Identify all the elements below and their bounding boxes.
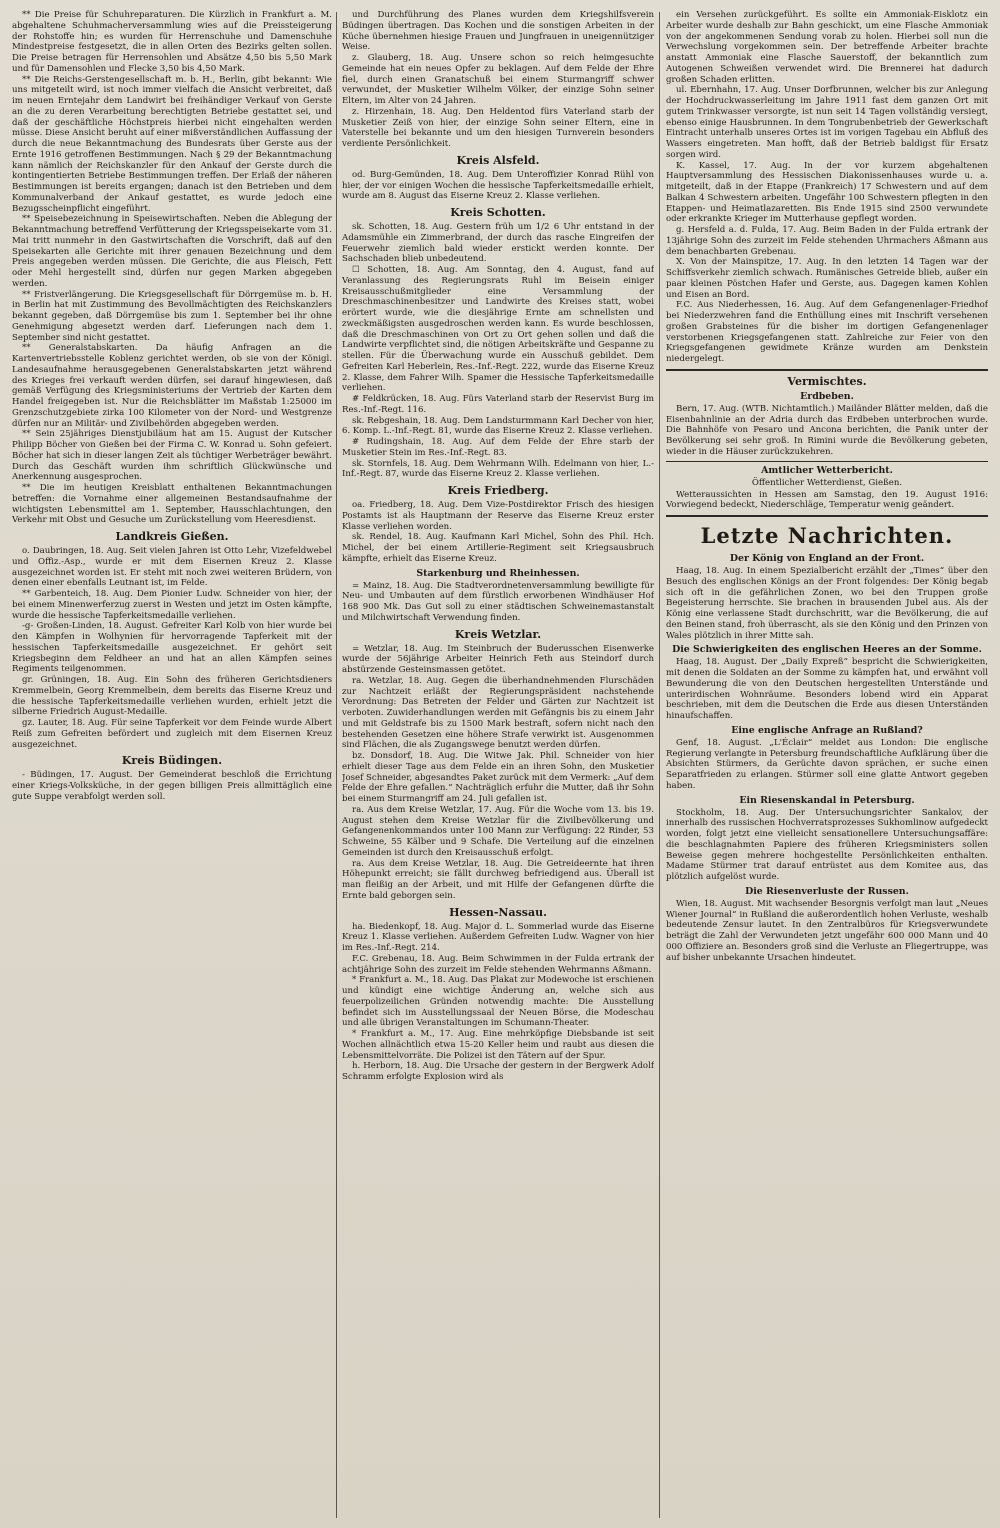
article-ebernhahn: ul. Ebernhahn, 17. Aug. Unser Dorfbrunnen, welcher bis zur Anlegung der Hochdruckwasserleitung im Jahre 1911 fast dem ganzen Ort mit gutem Trinkwasser versorgte, ist nun seit 14 Tagen vollständig versiegt, ebenso einige Hausbrunnen. In dem Tongrubenbetrieb der Gewerkschaft Eintracht unterhalb unseres Ortes ist im vorigen Tagebau ein Abfluß des Wassers eingetreten. Man hofft, daß der Betrieb baldigst für Ersatz sorgen wird. — [666, 85, 988, 160]
section-heading-kreis-alsfeld: Kreis Alsfeld. — [456, 153, 540, 167]
section-heading-kreis-buedingen: Kreis Büdingen. — [121, 754, 223, 768]
headline-letzte-nachrichten: Letzte Nachrichten. — [700, 523, 954, 548]
article-rebgeshain: sk. Rebgeshain, 18. Aug. Dem Landsturmmann Karl Decher von hier, 6. Komp. L.-Inf.-Regt. 81, wurde das Eiserne Kreuz 2. Klasse verliehen. — [342, 415, 654, 437]
section-heading-wetterbericht: Amtlicher Wetterbericht. — [761, 464, 893, 476]
article-kassel: K. Kassel, 17. Aug. In der vor kurzem abgehaltenen Hauptversammlung des Hessischen Diakonissenhauses wurde u. a. mitgeteilt, daß in der Etappe (Frankreich) 17 Schwestern und auf dem Balkan 4 Schwestern arbeiten. Ungefähr 100 Schwestern pflegten in den Etappen- und Heimatlazaretten. Bis Ende 1915 sind 2500 verwundete oder erkrankte Krieger im Mutterhause gepflegt worden. — [666, 160, 988, 225]
article-mainspitze: X. Von der Mainspitze, 17. Aug. In den letzten 14 Tagen war der Schiffsverkehr ziemlich schwach. Rumänisches Getreide blieb, außer ein paar kleinen Pöstchen Hafer und Gerste, aus. Dagegen kamen Kohlen und Eisen an Bord. — [666, 257, 988, 300]
article-feldkruecken: # Feldkrücken, 18. Aug. Fürs Vaterland starb der Reservist Burg im Res.-Inf.-Regt. 116. — [342, 394, 654, 415]
section-divider — [666, 369, 988, 371]
article-reichs-gerstengesellschaft: ** Die Reichs-Gerstengesellschaft m. b. H., Berlin, gibt bekannt: Wie uns mitgeteilt wird, ist noch immer vielfach die Ansicht verbreitet, daß im neuen Erntejahr dem Landwirt bei freihändiger Verkauf von Gerste an die zu deren Verarbeitung berechtigten Betriebe gestattet sei, und daß der geschäftliche Höchstpreis hierbei nicht eingehalten werden müsse. Diese Ansicht beruht auf einer mißverständlichen Auffassung der durch die neue Bekanntmachung des Bundesrats über Gerste aus der Ernte 1916 getroffenen Bestimmungen. Nach § 29 der Bekanntmachung kann nämlich der Reichskanzler für den Ankauf der Gerste durch die kontingentierten Betriebe Bestimmungen treffen. Der Erlaß der näheren Bestimmungen ist bereits ergangen; danach ist den Betrieben und dem Kommunalverband der Ankauf gestattet, es wurde jedoch eine Bezugsscheinpflicht eingeführt. — [12, 74, 332, 214]
subheading-wetterdienst: Öffentlicher Wetterdienst, Gießen. — [751, 477, 903, 488]
article-herborn-cont: ein Versehen zurückgeführt. Es sollte ein Ammoniak-Eisklotz ein Arbeiter wurde deshalb zur Bahn geschickt, um eine Flasche Ammoniak von der angekommenen Sendung vorab zu holen. Hierbei soll nun die Verwechslung vorgekommen sein. Der betreffende Arbeiter brachte anstatt Ammoniak eine Flasche Sauerstoff, der bekanntlich zum Autogenen Schweißen verwendet wird. Die Brennerei hat dadurch großen Schaden erlitten. — [666, 10, 988, 85]
section-heading-vermischtes: Vermischtes. — [787, 374, 867, 388]
section-heading-kreis-wetzlar: Kreis Wetzlar. — [454, 627, 542, 641]
article-wetzlar-fleisch: ra. Aus dem Kreise Wetzlar, 17. Aug. Für die Woche vom 13. bis 19. August stehen dem Kreise Wetzlar für die Zivilbevölkerung und Gefangenenkommandos unter 100 Mann zur Verfügung: 22 Rinder, 53 Schweine, 55 Kälber und 9 Schafe. Die Verteilung auf die einzelnen Gemeinden ist durch den Kreisausschuß erfolgt. — [342, 804, 654, 858]
subheading-anfrage-russland: Eine englische Anfrage an Rußland? — [731, 724, 923, 736]
article-schotten-brand: sk. Schotten, 18. Aug. Gestern früh um 1/2 6 Uhr entstand in der Adamsmühle ein Zimmerbrand, der durch das rasche Eingreifen der Feuerwehr ziemlich bald wieder erstickt werden konnte. Der Sachschaden blieb unbedeutend. — [342, 222, 654, 265]
article-friedberg: oa. Friedberg, 18. Aug. Dem Vize-Postdirektor Frisch des hiesigen Postamts ist als Hauptmann der Reserve das Eiserne Kreuz erster Klasse verliehen worden. — [342, 500, 654, 532]
column-middle — [342, 10, 654, 1520]
article-koenig-front: Haag, 18. Aug. In einem Spezialbericht erzählt der „Times“ über den Besuch des englischen Königs an der Front folgendes: Der König begab sich oft in die gefährlichen Zonen, wo bei den Truppen große Begeisterung herrschte. Sie brachen in brausenden Jubel aus. Als der König eine verlassene Stadt durchschritt, war die Bevölkerung, die auf den Beinen stand, froh überrascht, als sie den König und den Prinzen von Wales plötzlich in ihrer Mitte sah. — [666, 566, 988, 641]
article-wetzlar-flurschaeden: ra. Wetzlar, 18. Aug. Gegen die überhandnehmenden Flurschäden zur Nachtzeit erläßt der Regierungspräsident nachstehende Verordnung: Das Betreten der Felder und Gärten zur Nachtzeit ist verboten. Zuwiderhandlungen werden mit Gefängnis bis zu einem Jahr und mit Geldstrafe bis zu 1500 Mark bestraft, sofern nicht nach den bestehenden Gesetzen eine höhere Strafe verwirkt ist. Ausgenommen sind Flächen, die als Zugangswege benutzt werden dürfen. — [342, 675, 654, 751]
column-rule-2 — [659, 12, 660, 1518]
article-hersfeld: g. Hersfeld a. d. Fulda, 17. Aug. Beim Baden in der Fulda ertrank der 13jährige Sohn des zurzeit im Felde stehenden Uhrmachers Aßmann aus dem benachbarten Grebenau. — [666, 225, 988, 257]
article-wetzlar-ernte: ra. Aus dem Kreise Wetzlar, 18. Aug. Die Getreideernte hat ihren Höhepunkt erreicht; sie fällt durchweg befriedigend aus. Überall ist man fleißig an der Arbeit, und mit Hilfe der Gefangenen dürfte die Ernte bald geborgen sein. — [342, 858, 654, 901]
thin-divider — [666, 461, 988, 462]
column-rule-1 — [336, 12, 337, 1518]
subheading-riesenskandal: Ein Riesenskandal in Petersburg. — [739, 794, 915, 806]
article-anfrage-russland: Genf, 18. August. „L'Éclair“ meldet aus London: Die englische Regierung verlangte in Petersburg freundschaftliche Aufklärung über die Absichten Stürmers, da Gerüchte davon sprächen, er suche einen Separatfrieden zu erlangen. Stürmer soll eine glatte Antwort gegeben haben. — [666, 737, 988, 791]
article-wetter: Wetteraussichten in Hessen am Samstag, den 19. August 1916: Vorwiegend bedeckt, Niederschläge, Temperatur wenig geändert. — [666, 489, 988, 511]
article-erdbeben: Bern, 17. Aug. (WTB. Nichtamtlich.) Mailänder Blätter melden, daß die Eisenbahnlinie an der Adria durch das Erdbeben unterbrochen wurde. Die Bahnhöfe von Pesaro und Ancona berichten, die Panik unter der Bevölkerung sei sehr groß. In Rimini wurde die Bevölkerung gebeten, wieder in die Häuser zurückzukehren. — [666, 403, 988, 457]
article-dienstjubilaeum: ** Sein 25jähriges Dienstjubiläum hat am 15. August der Kutscher Philipp Böcher von Gießen bei der Firma C. W. Konrad u. Sohn gefeiert. Böcher hat sich in dieser langen Zeit als tüchtiger Werbeträger bewährt. Durch das Geschäft wurden ihm schriftlich Glückwünsche und Anerkennung ausgesprochen. — [12, 429, 332, 483]
article-grueningen: gr. Grüningen, 18. Aug. Ein Sohn des früheren Gerichtsdieners Kremmelbein, Georg Kremmelbein, dem bereits das Eiserne Kreuz und die hessische Tapferkeitsmedaille verliehen wurden, erhielt jetzt die silberne Friedrich August-Medaille. — [12, 675, 332, 718]
article-mainz: = Mainz, 18. Aug. Die Stadtverordnetenversammlung bewilligte für Neu- und Umbauten auf dem fürstlich erworbenen Windhäuser Hof 168 900 Mk. Das Gut soll zu einer städtischen Schweinemastanstalt und Milchwirtschaft Verwendung finden. — [342, 580, 654, 623]
article-glauberg: z. Glauberg, 18. Aug. Unsere schon so reich heimgesuchte Gemeinde hat ein neues Opfer zu beklagen. Auf dem Felde der Ehre fiel, durch einen Granatschuß bei einem Sturmangriff schwer verwundet, der Musketier Wilhelm Völker, der einzige Sohn seiner Eltern, im Alter von 24 Jahren. — [342, 53, 654, 106]
article-lauter: gz. Lauter, 18. Aug. Für seine Tapferkeit vor dem Feinde wurde Albert Reiß zum Gefreiten befördert und zugleich mit dem Eisernen Kreuz ausgezeichnet. — [12, 718, 332, 750]
article-rendel: sk. Rendel, 18. Aug. Kaufmann Karl Michel, Sohn des Phil. Hch. Michel, der bei einem Artillerie-Regiment seit Kriegsausbruch kämpfte, erhielt das Eiserne Kreuz. — [342, 532, 654, 564]
article-speisebezeichnung: ** Speisebezeichnung in Speisewirtschaften. Neben die Ablegung der Bekanntmachung betreffend Verfütterung der Kriegsspeisekarte vom 31. Mai tritt nunmehr in den Gastwirtschaften die Vorschrift, daß auf den Speisekarten alle Gerichte mit ihrer genauen Bezeichnung und dem Preis angegeben werden müssen. Die Gerichte, die aus Fleisch, Fett oder Mehl hergestellt sind, dürfen nur gegen Marken abgegeben werden. — [12, 214, 332, 289]
subheading-erdbeben: Erdbeben. — [800, 390, 854, 402]
article-schotten-versammlung: ☐ Schotten, 18. Aug. Am Sonntag, den 4. August, fand auf Veranlassung des Regierungsrats Ruhl im Beisein einiger Kreisausschußmitglieder eine Versammlung der Dreschmaschinenbesitzer und Landwirte des Kreises statt, wobei erörtert wurde, wie die diesjährige Ernte am schnellsten und zweckmäßigsten ausgedroschen werden kann. Es wurde beschlossen, daß die Dreschmaschinen von Ort zu Ort gehen sollen und daß die Landwirte verpflichtet sind, die nötigen Arbeitskräfte und Gespanne zu stellen. Für die Überwachung wurde ein Ausschuß gebildet. Dem Gefreiten Karl Heberlein, Res.-Inf.-Regt. 222, wurde das Eiserne Kreuz 2. Klasse, dem Fahrer Wilh. Spamer die Hessische Tapferkeitsmedaille verliehen. — [342, 265, 654, 394]
article-riesenverluste: Wien, 18. August. Mit wachsender Besorgnis verfolgt man laut „Neues Wiener Journal“ in Rußland die außerordentlich hohen Verluste, weshalb bedeutende Zensur lautet. In den Zentralbüros für Kriegsverwundete beträgt die Zahl der Verwundeten jetzt ungefähr 600 000 Mann und 40 000 Offiziere an. Besonders groß sind die Verluste an Fliegertruppe, was auf bisher unbekannte Ursachen hindeutet. — [666, 898, 988, 963]
article-donsdorf: bz. Donsdorf, 18. Aug. Die Witwe Jak. Phil. Schneider von hier erhielt dieser Tage aus dem Felde ein an ihren Sohn, den Musketier Josef Schneider, abgesandtes Paket zurück mit dem Vermerk: „Auf dem Felde der Ehre gefallen.“ Nachträglich erfuhr die Mutter, daß ihr Sohn bei einem Sturmangriff am 24. Juli gefallen ist. — [342, 751, 654, 804]
column-left — [12, 10, 332, 1520]
article-somme: Haag, 18. August. Der „Daily Expreß“ bespricht die Schwierigkeiten, mit denen die Soldaten an der Somme zu kämpfen hat, und erwähnt voll Bewunderung die von den Deutschen hergestellten Unterstände und unterirdischen Wohnräume. Besonders lobend wird ein Apparat beschrieben, mit dem die Deutschen die Erde aus diesen Unterständen hinaufschaffen. — [666, 657, 988, 721]
article-niederhessen: F.C. Aus Niederhessen, 16. Aug. Auf dem Gefangenenlager-Friedhof bei Niederzwehren fand die Enthüllung eines mit Inschrift versehenen großen Grabsteines für die bisher im dortigen Gefangenenlager verstorbenen Kriegsgefangenen statt. Zahlreiche zur Feier von den Kriegsgefangenen gewidmete Kränze wurden am Denkstein niedergelegt. — [666, 300, 988, 364]
subheading-somme: Die Schwierigkeiten des englischen Heeres an der Somme. — [672, 644, 982, 656]
subheading-riesenverluste: Die Riesenverluste der Russen. — [745, 885, 909, 897]
article-hirzenhain: z. Hirzenhain, 18. Aug. Den Heldentod fürs Vaterland starb der Musketier Zeiß von hier, der einzige Sohn seiner Eltern, eine in Vaterstelle bei bekannte und um den hiesigen Turnverein besonders verdiente Persönlichkeit. — [342, 106, 654, 149]
section-heading-hessen-nassau: Hessen-Nassau. — [449, 905, 547, 919]
section-heading-kreis-friedberg: Kreis Friedberg. — [447, 484, 549, 497]
article-rudingshain: # Rudingshain, 18. Aug. Auf dem Felde der Ehre starb der Musketier Stein im Res.-Inf.-Regt. 83. — [342, 437, 654, 458]
section-heading-starkenburg: Starkenburg und Rheinhessen. — [416, 567, 580, 579]
column-right — [666, 10, 988, 1520]
article-kreisblatt: ** Die im heutigen Kreisblatt enthaltenen Bekanntmachungen betreffen: die Vornahme einer allgemeinen Bestandsaufnahme der wichtigsten Lebensmittel am 1. September, Hausschlachtungen, den Verkehr mit Obst und Gesuche um Zurückstellung vom Heeresdienst. — [12, 483, 332, 526]
article-generalstabskarten: ** Generalstabskarten. Da häufig Anfragen an die Kartenvertriebsstelle Koblenz gerichtet werden, ob sie von der Königl. Landesaufnahme herausgegebenen Generalstabskarten jetzt während des Krieges frei verkauft werden dürfen, sei darauf hingewiesen, daß gemäß Verfügung des Kriegsministeriums der Vertrieb der Karten dem Handel freigegeben ist. Nur die Reichsblätter im Maßstab 1:25000 im Grenzschutzgebiete zirka 100 Kilometer von der Nord- und Westgrenze dürfen nur an Militär- und Zivilbehörden abgegeben werden. — [12, 343, 332, 429]
subheading-koenig-front: Der König von England an der Front. — [729, 553, 925, 564]
article-biedenkopf: ha. Biedenkopf, 18. Aug. Major d. L. Sommerlad wurde das Eiserne Kreuz 1. Klasse verliehen. Außerdem Gefreiten Ludw. Wagner von hier im Res.-Inf.-Regt. 214. — [342, 921, 654, 953]
section-heading-kreis-schotten: Kreis Schotten. — [450, 206, 546, 219]
article-burg-gemuenden: od. Burg-Gemünden, 18. Aug. Dem Unteroffizier Konrad Rühl von hier, der vor einigen Wochen die hessische Tapferkeitsmedaille erhielt, wurde am 8. August das Eiserne Kreuz 2. Klasse verliehen. — [342, 169, 654, 202]
article-garbenteich: ** Garbenteich, 18. Aug. Dem Pionier Ludw. Schneider von hier, der bei einem Minenwerferzug zuerst in Westen und jetzt im Osten kämpfte, wurde die hessische Tapferkeitsmedaille verliehen. — [12, 589, 332, 621]
article-buedingen: - Büdingen, 17. August. Der Gemeinderat beschloß die Errichtung einer Kriegs-Volksküche, in der gegen billigen Preis allmittäglich eine gute Suppe verabfolgt werden soll. — [12, 770, 332, 802]
article-daubringen: o. Daubringen, 18. Aug. Seit vielen Jahren ist Otto Lehr, Vizefeldwebel und Offiz.-Asp., wurde er mit dem Eisernen Kreuz 2. Klasse ausgezeichnet worden ist. Er steht mit noch zwei weiteren Brüdern, von denen einer ebenfalls Leutnant ist, im Felde. — [12, 546, 332, 589]
article-stornfels: sk. Stornfels, 18. Aug. Dem Wehrmann Wilh. Edelmann von hier, L.-Inf.-Regt. 87, wurde das Eiserne Kreuz 2. Klasse verliehen. — [342, 458, 654, 480]
article-frankfurt-diebsbande: * Frankfurt a. M., 17. Aug. Eine mehrköpfige Diebsbande ist seit Wochen allnächtlich etwa 15-20 Keller heim und raubt aus diesen die Lebensmittelvorräte. Die Polizei ist den Tätern auf der Spur. — [342, 1029, 654, 1061]
article-riesenskandal: Stockholm, 18. Aug. Der Untersuchungsrichter Sankalov, der innerhalb des russischen Hochverratsprozesses Sukhomlinow aufgedeckt worden, folgt jetzt eine vielleicht sensationellere Untersuchungsaffäre: die beschlagnahmten Papiere des früheren Kriegsministers sollen Beweise gegen mehrere hochgestellte Persönlichkeiten enthalten. Madame Stürmer trat darauf entrüstet aus dem Komitee aus, das plötzlich aufgelöst wurde. — [666, 807, 988, 882]
article-buedingen-cont: und Durchführung des Planes wurden dem Kriegshilfsverein Büdingen übertragen. Das Kochen und die sonstigen Arbeiten in der Küche übernehmen hiesige Frauen und Jungfrauen in uneigennütziger Weise. — [342, 10, 654, 53]
article-fristverlaengerung: ** Fristverlängerung. Die Kriegsgesellschaft für Dörrgemüse m. b. H. in Berlin hat mit Zustimmung des Bevollmächtigten des Reichskanzlers bekannt gegeben, daß Dörrgemüse bis zum 1. September bei ihr ohne Genehmigung abgesetzt werden darf. Lieferungen nach dem 1. September sind nicht gestattet. — [12, 289, 332, 343]
article-grebenau: F.C. Grebenau, 18. Aug. Beim Schwimmen in der Fulda ertrank der achtjährige Sohn des zurzeit im Felde stehenden Wehrmanns Aßmann. — [342, 953, 654, 975]
article-grossen-linden: -g- Großen-Linden, 18. August. Gefreiter Karl Kolb von hier wurde bei den Kämpfen in Wolhynien für hervorragende Tapferkeit mit der hessischen Tapferkeitsmedaille ausgezeichnet. Er gehört seit Kriegsbeginn dem Feldheer an und hat an allen Kämpfen seines Regiments teilgenommen. — [12, 621, 332, 675]
article-herborn: h. Herborn, 18. Aug. Die Ursache der gestern in der Bergwerk Adolf Schramm erfolgte Explosion wird als — [342, 1061, 654, 1082]
section-heading-landkreis-giessen: Landkreis Gießen. — [115, 530, 229, 543]
article-frankfurt-modewoche: * Frankfurt a. M., 18. Aug. Das Plakat zur Modewoche ist erschienen und kündigt eine wichtige Änderung an, welche sich aus feuerpolizeilichen Gründen notwendig machte: Die Ausstellung befindet sich im Ausstellungssaal der Neuen Börse, die Modeschau und alle übrigen Veranstaltungen im Schumann-Theater. — [342, 975, 654, 1029]
article-wetzlar-steinbruch: = Wetzlar, 18. Aug. Im Steinbruch der Buderusschen Eisenwerke wurde der 56jährige Arbeiter Heinrich Feth aus Steindorf durch abstürzende Gesteinsmassen getötet. — [342, 643, 654, 675]
article-schuhreparaturen: ** Die Preise für Schuhreparaturen. Die Kürzlich in Frankfurt a. M. abgehaltene Schuhmacherversammlung wies auf die Preissteigerung der Rohstoffe hin; es wurden für Herrenschuhe und Damenschuhe Mindestpreise festgesetzt, die in allen Orten des Bezirks gelten sollen. Die Preise betragen für Herrensohlen und Absätze 4,50 bis 5,50 Mark und für Damensohlen und Flecke 3,50 bis 4,50 Mark. — [12, 10, 332, 74]
section-divider-2 — [666, 515, 988, 517]
